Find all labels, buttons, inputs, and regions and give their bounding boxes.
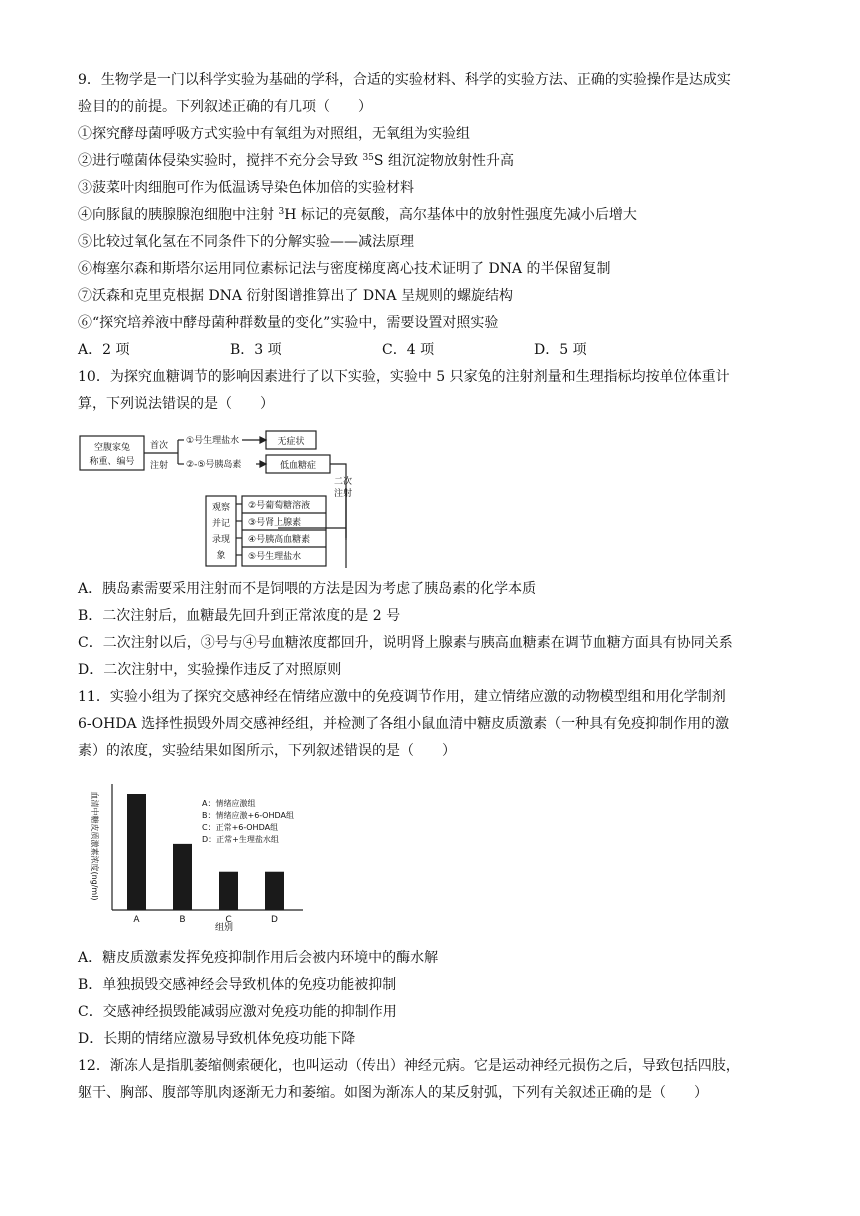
diagram-first-injection-line2: 注射 [150, 461, 169, 471]
q9-item-2 [78, 151, 514, 171]
q9-option-d[interactable]: D．5 项 [534, 342, 587, 358]
legend-entry-a: A：情绪应激组 [202, 799, 256, 808]
chart-x-axis-label: 组别 [214, 923, 234, 933]
q9-item-2-pre: ②进行噬菌体侵染实验时，搅拌不充分会导致 [78, 153, 363, 169]
q9-item-7: ⑦沃森和克里克根据 DNA 衍射图谱推算出了 DNA 呈规则的螺旋结构 [78, 288, 513, 304]
q11-option-b[interactable]: B．单独损毁交感神经会导致机体的免疫功能被抑制 [78, 977, 397, 993]
diagram-second-item-3: ④号胰高血糖素 [248, 535, 311, 545]
chart-y-axis-label: 血清中糖皮质激素浓度(ng/ml) [90, 791, 99, 901]
q10-stem-line1: 10．为探究血糖调节的影响因素进行了以下实验，实验中 5 只家兔的注射剂量和生理指标均按单位体重计 [78, 369, 730, 385]
bar-d [265, 872, 284, 910]
q9-item-1: ①探究酵母菌呼吸方式实验中有氧组为对照组，无氧组为实验组 [78, 126, 470, 142]
glucocorticoid-bar-chart [78, 776, 338, 936]
q9-item-4 [78, 205, 637, 225]
q10-stem-line2: 算，下列说法错误的是（ ） [78, 396, 274, 412]
legend-entry-b: B：情绪应激+6-OHDA组 [202, 811, 294, 820]
q11-option-a[interactable]: A．糖皮质激素发挥免疫抑制作用后会被内环境中的酶水解 [78, 950, 439, 966]
diagram-first-injection-line1: 首次 [150, 441, 169, 451]
diagram-second-injection-line1: 二次 [334, 477, 353, 487]
tick-label-b: B [179, 915, 186, 925]
q11-stem-line1: 11．实验小组为了探究交感神经在情绪应激中的免疫调节作用，建立情绪应激的动物模型组和用化学制剂 [78, 689, 726, 705]
q9-item-2-post: S 组沉淀物放射性升高 [373, 153, 514, 169]
q11-stem-line3: 素）的浓度，实验结果如图所示，下列叙述错误的是（ ） [78, 743, 456, 759]
diagram-branch2: ②-⑤号胰岛素 [186, 460, 242, 470]
q12-stem-line2: 躯干、胸部、腹部等肌肉逐渐无力和萎缩。如图为渐冻人的某反射弧，下列有关叙述正确的是（ ） [78, 1085, 708, 1101]
q9-item-4-pre: ④向豚鼠的胰腺腺泡细胞中注射 [78, 207, 279, 223]
diagram-start-line2: 称重、编号 [89, 457, 135, 467]
diagram-result2: 低血糖症 [279, 461, 317, 471]
q9-item-2-sup: 35 [362, 153, 374, 163]
q10-option-a[interactable]: A．胰岛素需要采用注射而不是饲喂的方法是因为考虑了胰岛素的化学本质 [78, 581, 537, 597]
q10-option-b[interactable]: B．二次注射后，血糖最先回升到正常浓度的是 2 号 [78, 608, 401, 624]
q9-item-6: ⑥梅塞尔森和斯塔尔运用同位素标记法与密度梯度离心技术证明了 DNA 的半保留复制 [78, 261, 611, 277]
q9-item-4-sup: 3 [278, 207, 285, 217]
legend-entry-d: D：正常+生理盐水组 [202, 835, 279, 844]
q9-item-4-post: H 标记的亮氨酸，高尔基体中的放射性强度先减小后增大 [284, 207, 637, 223]
q10-option-d[interactable]: D．二次注射中，实验操作违反了对照原则 [78, 662, 342, 678]
diagram-branch1: ①号生理盐水 [186, 436, 240, 446]
q10-option-c[interactable]: C．二次注射以后，③号与④号血糖浓度都回升，说明肾上腺素与胰高血糖素在调节血糖方面具有协同关系 [78, 635, 733, 651]
diagram-observe-line2: 并记 [211, 519, 231, 529]
q11-option-d[interactable]: D．长期的情绪应激易导致机体免疫功能下降 [78, 1031, 356, 1047]
q12-stem-line1: 12．渐冻人是指肌萎缩侧索硬化，也叫运动（传出）神经元病。它是运动神经元损伤之后，导致包括四肢， [78, 1058, 740, 1074]
bar-b [173, 844, 192, 910]
q9-item-5: ⑤比较过氧化氢在不同条件下的分解实验——减法原理 [78, 234, 414, 250]
bar-a [127, 794, 146, 910]
q9-option-c[interactable]: C．4 项 [382, 342, 435, 358]
q11-stem-line2: 6-OHDA 选择性损毁外周交感神经组，并检测了各组小鼠血清中糖皮质激素（一种具有免疫抑制作用的激 [78, 716, 730, 732]
legend-entry-c: C：正常+6-OHDA组 [202, 823, 279, 832]
tick-label-c: C [225, 915, 232, 925]
q9-stem-line2: 验目的的前提。下列叙述正确的有几项（ ） [78, 99, 372, 115]
bar-c [219, 872, 238, 910]
q9-option-a[interactable]: A．2 项 [78, 342, 130, 358]
tick-label-d: D [271, 915, 278, 925]
diagram-second-injection-line2: 注射 [334, 489, 353, 499]
diagram-second-item-4: ⑤号生理盐水 [248, 552, 302, 562]
diagram-second-item-2: ③号肾上腺素 [248, 518, 302, 528]
tick-label-a: A [133, 915, 140, 925]
diagram-second-item-1: ②号葡萄糖溶液 [248, 501, 311, 511]
diagram-observe-line3: 录现 [211, 535, 231, 545]
chart-legend [202, 798, 294, 844]
diagram-observe-line4: 象 [216, 551, 226, 561]
diagram-result1: 无症状 [277, 437, 305, 447]
experiment-flow-diagram [78, 428, 368, 568]
q9-item-3: ③菠菜叶肉细胞可作为低温诱导染色体加倍的实验材料 [78, 180, 414, 196]
diagram-start-line1: 空腹家兔 [93, 443, 131, 453]
q9-item-8: ⑥“探究培养液中酵母菌种群数量的变化”实验中，需要设置对照实验 [78, 315, 499, 331]
diagram-observe-line1: 观察 [211, 503, 231, 513]
q11-option-c[interactable]: C．交感神经损毁能减弱应激对免疫功能的抑制作用 [78, 1004, 397, 1020]
q9-stem-line1: 9．生物学是一门以科学实验为基础的学科，合适的实验材料、科学的实验方法、正确的实验操作是达成实 [78, 72, 731, 88]
q9-option-b[interactable]: B．3 项 [230, 342, 282, 358]
